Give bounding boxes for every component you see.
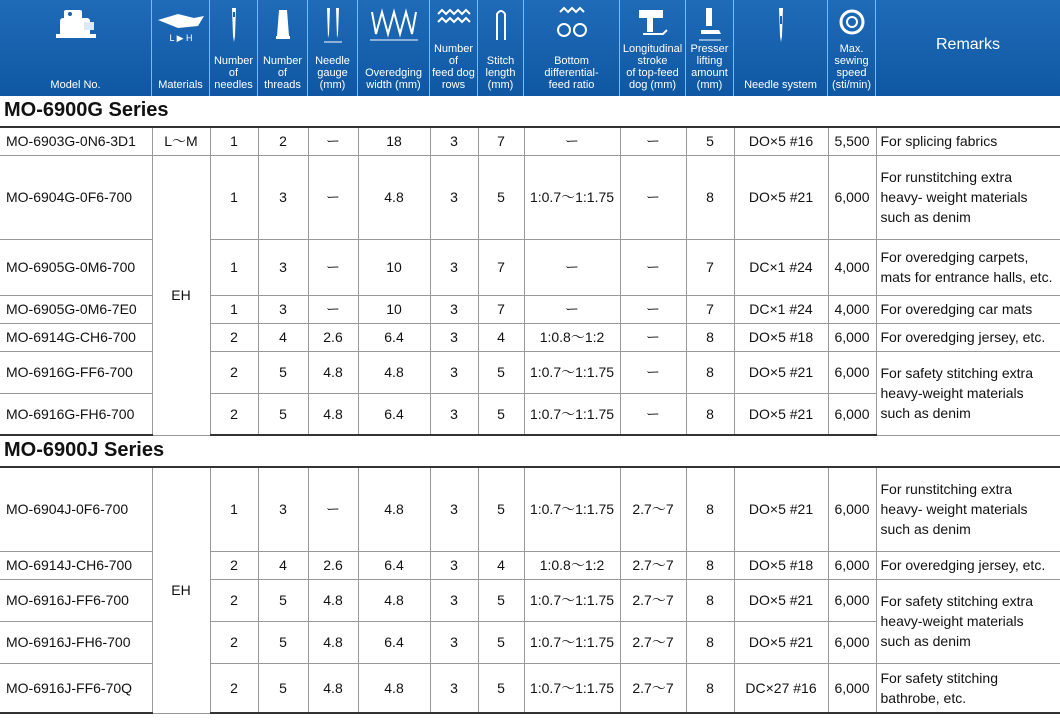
header-presser-lifting: Presser lifting amount (mm): [686, 0, 734, 96]
header-feed-dog-rows: Number of feed dog rows: [430, 0, 478, 96]
needles-cell: 1: [210, 155, 258, 239]
table-row: [0, 127, 1060, 155]
remarks-cell: For splicing fabrics: [876, 127, 1060, 155]
presser-cell: 8: [686, 323, 734, 351]
needle-gauge-icon: [308, 4, 357, 44]
presser-cell: 8: [686, 663, 734, 713]
stitch-cell: 5: [478, 393, 524, 435]
needle-sys-cell: DO×5 #18: [734, 551, 828, 579]
header-materials: L ▶ H Materials: [152, 0, 210, 96]
header-max-speed: Max. sewing speed (sti/min): [828, 0, 876, 96]
model-no-cell: MO-6904G-0F6-700: [0, 155, 152, 239]
speed-cell: 4,000: [828, 295, 876, 323]
gauge-cell: 4.8: [308, 621, 358, 663]
needles-cell: 1: [210, 127, 258, 155]
diff-cell: 1:0.7～1:1.75: [524, 663, 620, 713]
section-title-mo-6900j: MO-6900J Series: [4, 439, 165, 461]
width-cell: 6.4: [358, 393, 430, 435]
needle-sys-cell: DO×5 #21: [734, 351, 828, 393]
spec-table-mo-6900g: [0, 126, 1060, 436]
speed-cell: 6,000: [828, 155, 876, 239]
width-cell: 6.4: [358, 323, 430, 351]
materials-cell: EH: [152, 155, 210, 435]
presser-cell: 8: [686, 467, 734, 551]
width-cell: 10: [358, 239, 430, 295]
needles-cell: 2: [210, 351, 258, 393]
presser-cell: 8: [686, 579, 734, 621]
needles-cell: 1: [210, 467, 258, 551]
remarks-cell: For safety stitching extra heavy-weight materials such as denim: [876, 351, 1060, 435]
width-cell: 4.8: [358, 155, 430, 239]
stroke-cell: 2.7～7: [620, 467, 686, 551]
presser-cell: 8: [686, 551, 734, 579]
header-remarks: Remarks: [935, 36, 1000, 53]
needles-cell: 1: [210, 295, 258, 323]
width-cell: 18: [358, 127, 430, 155]
speed-cell: 4,000: [828, 239, 876, 295]
needles-cell: 2: [210, 551, 258, 579]
presser-cell: 8: [686, 621, 734, 663]
needle-system-icon: [734, 4, 827, 44]
header-needle-gauge: Needle gauge (mm): [308, 0, 358, 96]
stitch-cell: 4: [478, 323, 524, 351]
needles-cell: 1: [210, 239, 258, 295]
stroke-cell: ー: [620, 323, 686, 351]
stitch-cell: 5: [478, 621, 524, 663]
needles-cell: 2: [210, 579, 258, 621]
presser-cell: 8: [686, 155, 734, 239]
model-no-cell: MO-6903G-0N6-3D1: [0, 127, 152, 155]
rows-cell: 3: [430, 393, 478, 435]
header-overedging-width: Overedging width (mm): [358, 0, 430, 96]
diff-cell: 1:0.7～1:1.75: [524, 393, 620, 435]
width-cell: 4.8: [358, 579, 430, 621]
stitch-cell: 7: [478, 127, 524, 155]
presser-cell: 8: [686, 393, 734, 435]
needle-sys-cell: DO×5 #21: [734, 621, 828, 663]
model-no-cell: MO-6905G-0M6-7E0: [0, 295, 152, 323]
stroke-cell: ー: [620, 393, 686, 435]
threads-cell: 4: [258, 323, 308, 351]
remarks-cell: For overedging carpets, mats for entrance halls, etc.: [876, 239, 1060, 295]
stroke-cell: 2.7～7: [620, 579, 686, 621]
threads-cell: 5: [258, 351, 308, 393]
header-threads: Number of threads: [258, 0, 308, 96]
diff-cell: 1:0.7～1:1.75: [524, 351, 620, 393]
header-top-feed-stroke: Longitudinal stroke of top-feed dog (mm): [620, 0, 686, 96]
diff-cell: ー: [524, 239, 620, 295]
diff-cell: 1:0.7～1:1.75: [524, 579, 620, 621]
needle-sys-cell: DC×1 #24: [734, 295, 828, 323]
remarks-cell: For overedging car mats: [876, 295, 1060, 323]
rows-cell: 3: [430, 239, 478, 295]
needle-sys-cell: DO×5 #21: [734, 579, 828, 621]
stroke-cell: ー: [620, 351, 686, 393]
threads-cell: 2: [258, 127, 308, 155]
speed-cell: 6,000: [828, 467, 876, 551]
remarks-cell: For overedging jersey, etc.: [876, 323, 1060, 351]
speed-cell: 5,500: [828, 127, 876, 155]
model-no-cell: MO-6914J-CH6-700: [0, 551, 152, 579]
thread-spool-icon: [258, 4, 307, 44]
header-needle-system: Needle system: [734, 0, 828, 96]
stroke-cell: 2.7～7: [620, 621, 686, 663]
needle-icon: [210, 4, 257, 44]
stroke-cell: ー: [620, 127, 686, 155]
needle-sys-cell: DC×27 #16: [734, 663, 828, 713]
gauge-cell: ー: [308, 127, 358, 155]
diff-cell: 1:0.8～1:2: [524, 323, 620, 351]
speed-cell: 6,000: [828, 579, 876, 621]
remarks-cell: For safety stitching bathrobe, etc.: [876, 663, 1060, 713]
gauge-cell: ー: [308, 155, 358, 239]
stroke-cell: 2.7～7: [620, 551, 686, 579]
rows-cell: 3: [430, 467, 478, 551]
svg-text:L ▶ H: L ▶ H: [168, 33, 193, 43]
diff-cell: 1:0.7～1:1.75: [524, 467, 620, 551]
speed-cell: 6,000: [828, 323, 876, 351]
needle-sys-cell: DO×5 #21: [734, 467, 828, 551]
speed-cell: 6,000: [828, 551, 876, 579]
remarks-cell: For runstitching extra heavy- weight materials such as denim: [876, 155, 1060, 239]
rows-cell: 3: [430, 127, 478, 155]
overedging-icon: [358, 4, 429, 44]
header-differential-feed: Bottom differential- feed ratio: [524, 0, 620, 96]
diff-cell: ー: [524, 295, 620, 323]
header-stitch-length: Stitch length (mm): [478, 0, 524, 96]
width-cell: 10: [358, 295, 430, 323]
model-no-cell: MO-6916G-FF6-700: [0, 351, 152, 393]
presser-cell: 5: [686, 127, 734, 155]
needle-sys-cell: DC×1 #24: [734, 239, 828, 295]
threads-cell: 3: [258, 239, 308, 295]
threads-cell: 3: [258, 295, 308, 323]
gauge-cell: ー: [308, 239, 358, 295]
presser-foot-icon: [686, 4, 733, 44]
rows-cell: 3: [430, 579, 478, 621]
stitch-length-icon: [478, 4, 523, 44]
threads-cell: 5: [258, 393, 308, 435]
threads-cell: 5: [258, 579, 308, 621]
gauge-cell: 2.6: [308, 551, 358, 579]
stitch-cell: 5: [478, 351, 524, 393]
table-row: [0, 155, 1060, 239]
rows-cell: 3: [430, 663, 478, 713]
speed-cell: 6,000: [828, 663, 876, 713]
model-no-cell: MO-6916J-FF6-700: [0, 579, 152, 621]
threads-cell: 5: [258, 663, 308, 713]
needles-cell: 2: [210, 323, 258, 351]
rows-cell: 3: [430, 155, 478, 239]
gauge-cell: 4.8: [308, 393, 358, 435]
materials-cell: L～M: [152, 127, 210, 155]
top-feed-icon: [620, 4, 685, 44]
needle-sys-cell: DO×5 #18: [734, 323, 828, 351]
rows-cell: 3: [430, 551, 478, 579]
stitch-cell: 5: [478, 155, 524, 239]
stroke-cell: ー: [620, 239, 686, 295]
remarks-cell: For safety stitching extra heavy-weight materials such as denim: [876, 579, 1060, 663]
diff-cell: 1:0.8～1:2: [524, 551, 620, 579]
stitch-cell: 5: [478, 663, 524, 713]
width-cell: 6.4: [358, 621, 430, 663]
gauge-cell: 4.8: [308, 351, 358, 393]
stitch-cell: 7: [478, 239, 524, 295]
threads-cell: 4: [258, 551, 308, 579]
width-cell: 4.8: [358, 351, 430, 393]
rows-cell: 3: [430, 323, 478, 351]
presser-cell: 8: [686, 351, 734, 393]
rows-cell: 3: [430, 621, 478, 663]
stitch-cell: 5: [478, 579, 524, 621]
threads-cell: 3: [258, 467, 308, 551]
needles-cell: 2: [210, 393, 258, 435]
needle-sys-cell: DO×5 #21: [734, 155, 828, 239]
width-cell: 4.8: [358, 663, 430, 713]
model-no-cell: MO-6904J-0F6-700: [0, 467, 152, 551]
sewing-machine-icon: [0, 4, 151, 44]
gauge-cell: ー: [308, 295, 358, 323]
diff-cell: 1:0.7～1:1.75: [524, 621, 620, 663]
needle-sys-cell: DO×5 #16: [734, 127, 828, 155]
speed-icon: [828, 4, 875, 44]
needles-cell: 2: [210, 663, 258, 713]
table-header: [0, 0, 1060, 96]
stroke-cell: ー: [620, 295, 686, 323]
width-cell: 4.8: [358, 467, 430, 551]
table-row: [0, 467, 1060, 551]
gauge-cell: 4.8: [308, 579, 358, 621]
width-cell: 6.4: [358, 551, 430, 579]
model-no-cell: MO-6916J-FF6-70Q: [0, 663, 152, 713]
section-title-mo-6900g: MO-6900G Series: [4, 99, 169, 121]
materials-cell: EH: [152, 467, 210, 713]
rows-cell: 3: [430, 295, 478, 323]
differential-feed-icon: [524, 4, 619, 44]
needles-cell: 2: [210, 621, 258, 663]
stitch-cell: 7: [478, 295, 524, 323]
model-no-cell: MO-6914G-CH6-700: [0, 323, 152, 351]
speed-cell: 6,000: [828, 621, 876, 663]
gauge-cell: ー: [308, 467, 358, 551]
stitch-cell: 4: [478, 551, 524, 579]
spec-table-mo-6900j: [0, 466, 1060, 714]
model-no-cell: MO-6916G-FH6-700: [0, 393, 152, 435]
header-model-no: Model No.: [0, 0, 152, 96]
needle-sys-cell: DO×5 #21: [734, 393, 828, 435]
diff-cell: ー: [524, 127, 620, 155]
presser-cell: 7: [686, 239, 734, 295]
model-no-cell: MO-6905G-0M6-700: [0, 239, 152, 295]
materials-icon: [152, 4, 209, 44]
feed-dog-icon: [430, 4, 477, 44]
diff-cell: 1:0.7～1:1.75: [524, 155, 620, 239]
presser-cell: 7: [686, 295, 734, 323]
rows-cell: 3: [430, 351, 478, 393]
threads-cell: 5: [258, 621, 308, 663]
gauge-cell: 2.6: [308, 323, 358, 351]
threads-cell: 3: [258, 155, 308, 239]
stroke-cell: 2.7～7: [620, 663, 686, 713]
speed-cell: 6,000: [828, 393, 876, 435]
gauge-cell: 4.8: [308, 663, 358, 713]
stroke-cell: ー: [620, 155, 686, 239]
speed-cell: 6,000: [828, 351, 876, 393]
stitch-cell: 5: [478, 467, 524, 551]
remarks-cell: For overedging jersey, etc.: [876, 551, 1060, 579]
model-no-cell: MO-6916J-FH6-700: [0, 621, 152, 663]
header-needles: Number of needles: [210, 0, 258, 96]
remarks-cell: For runstitching extra heavy- weight materials such as denim: [876, 467, 1060, 551]
